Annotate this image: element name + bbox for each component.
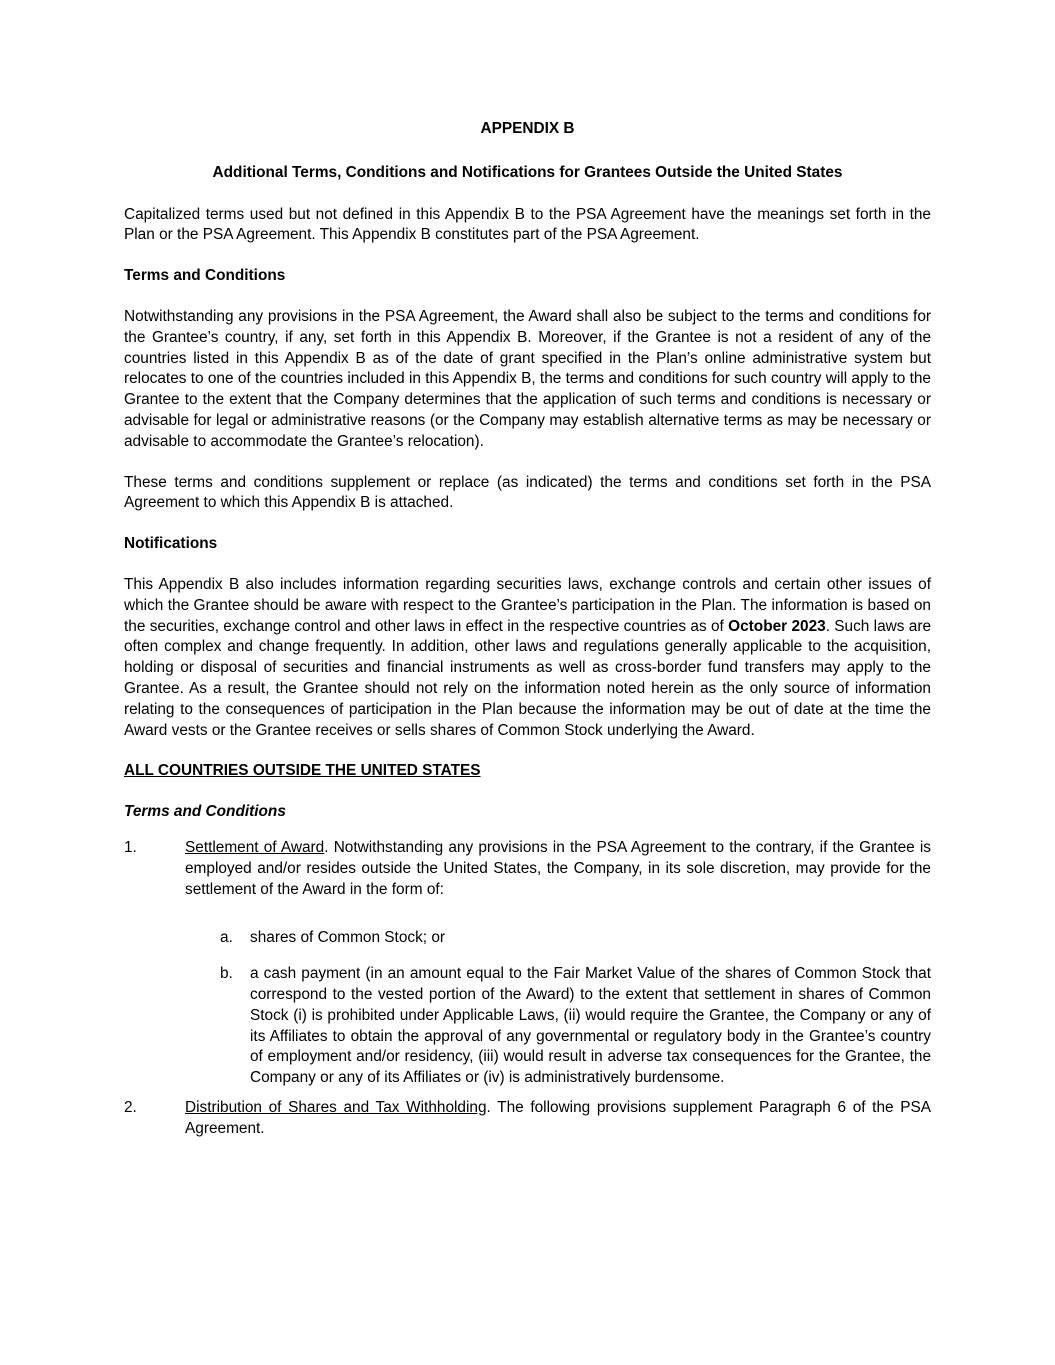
effective-date: October 2023 (728, 617, 826, 635)
sub-item-a-label: a. (220, 929, 233, 947)
list-item-1-text: . Notwithstanding any provisions in the PSA Agreement to the contrary, if the Grantee is employed and/or resides outside the United States, the Company, in its sole discretion, may provide for the settlement of the Award in the form of: (185, 838, 931, 898)
notifications-text-pre: This Appendix B also includes information regarding securities laws, exchange controls and certain other issues of which the Grantee should be aware with respect to the Grantee’s participation in the Plan. The information is based on the securities, exchange control and other laws in effect in the respective countries as of (124, 575, 931, 635)
list-item-1-body (185, 838, 931, 900)
terms-paragraph-1: Notwithstanding any provisions in the PSA Agreement, the Award shall also be subject to the terms and conditions for the Grantee’s country, if any, set forth in this Appendix B. Moreover, if the Grantee is not a resident of any of the countries listed in this Appendix B as of the date of grant specified in the Plan’s online administrative system but relocates to one of the countries included in this Appendix B, the terms and conditions for such country will apply to the Grantee to the extent that the Company determines that the application of such terms and conditions is necessary or advisable for legal or administrative reasons (or the Company may establish alternative terms as may be necessary or advisable to accommodate the Grantee’s relocation). (124, 307, 931, 450)
sub-item-a (220, 928, 931, 949)
list-item-2-text: . The following provisions supplement Paragraph 6 of the PSA Agreement. (185, 1098, 931, 1137)
list-item-1 (124, 838, 931, 900)
sub-item-b-text: a cash payment (in an amount equal to the Fair Market Value of the shares of Common Stock that correspond to the vested portion of the Award) to the extent that settlement in shares of Common Stock (i) is prohibited under Applicable Laws, (ii) would require the Grantee, the Company or any of its Affiliates to obtain the approval of any governmental or regulatory body in the Grantee’s country of employment and/or residency, (iii) would result in adverse tax consequences for the Grantee, the Company or any of its Affiliates or (iv) is administratively burdensome. (250, 965, 931, 1087)
appendix-subtitle: Additional Terms, Conditions and Notifications for Grantees Outside the United States (212, 163, 843, 181)
terms-paragraph-2: These terms and conditions supplement or replace (as indicated) the terms and conditions set forth in the PSA Agreement to which this Appendix B is attached. (124, 473, 931, 512)
sub-item-a-text: shares of Common Stock; or (250, 929, 446, 947)
notifications-text-post: . Such laws are often complex and change frequently. In addition, other laws and regulations generally applicable to the acquisition, holding or disposal of securities and financial instruments as well as cross-border fund transfers may apply to the Grantee. As a result, the Grantee should not rely on the information noted herein as the only source of information relating to the consequences of participation in the Plan because the information may be out of date at the time the Award vests or the Grantee receives or sells shares of Common Stock underlying the Award. (124, 617, 932, 739)
all-countries-heading: ALL COUNTRIES OUTSIDE THE UNITED STATES (124, 762, 481, 780)
notifications-heading: Notifications (124, 535, 218, 553)
appendix-title: APPENDIX B (480, 120, 575, 137)
list-item-2-title: Distribution of Shares and Tax Withholding (185, 1098, 487, 1116)
intro-paragraph: Capitalized terms used but not defined in this Appendix B to the PSA Agreement have the meanings set forth in the Plan or the PSA Agreement. This Appendix B constitutes part of the PSA Agreement. (124, 205, 931, 244)
notifications-paragraph (124, 575, 931, 741)
sub-item-b (220, 964, 931, 1089)
terms-and-conditions-heading: Terms and Conditions (124, 267, 286, 285)
list-item-2-body (185, 1098, 931, 1140)
terms-and-conditions-italic-heading: Terms and Conditions (124, 803, 286, 821)
list-item-1-title: Settlement of Award (185, 838, 325, 856)
list-item-2-number: 2. (124, 1098, 137, 1116)
sub-item-b-label: b. (220, 965, 233, 983)
list-item-2 (124, 1098, 931, 1140)
list-item-1-number: 1. (124, 838, 137, 856)
